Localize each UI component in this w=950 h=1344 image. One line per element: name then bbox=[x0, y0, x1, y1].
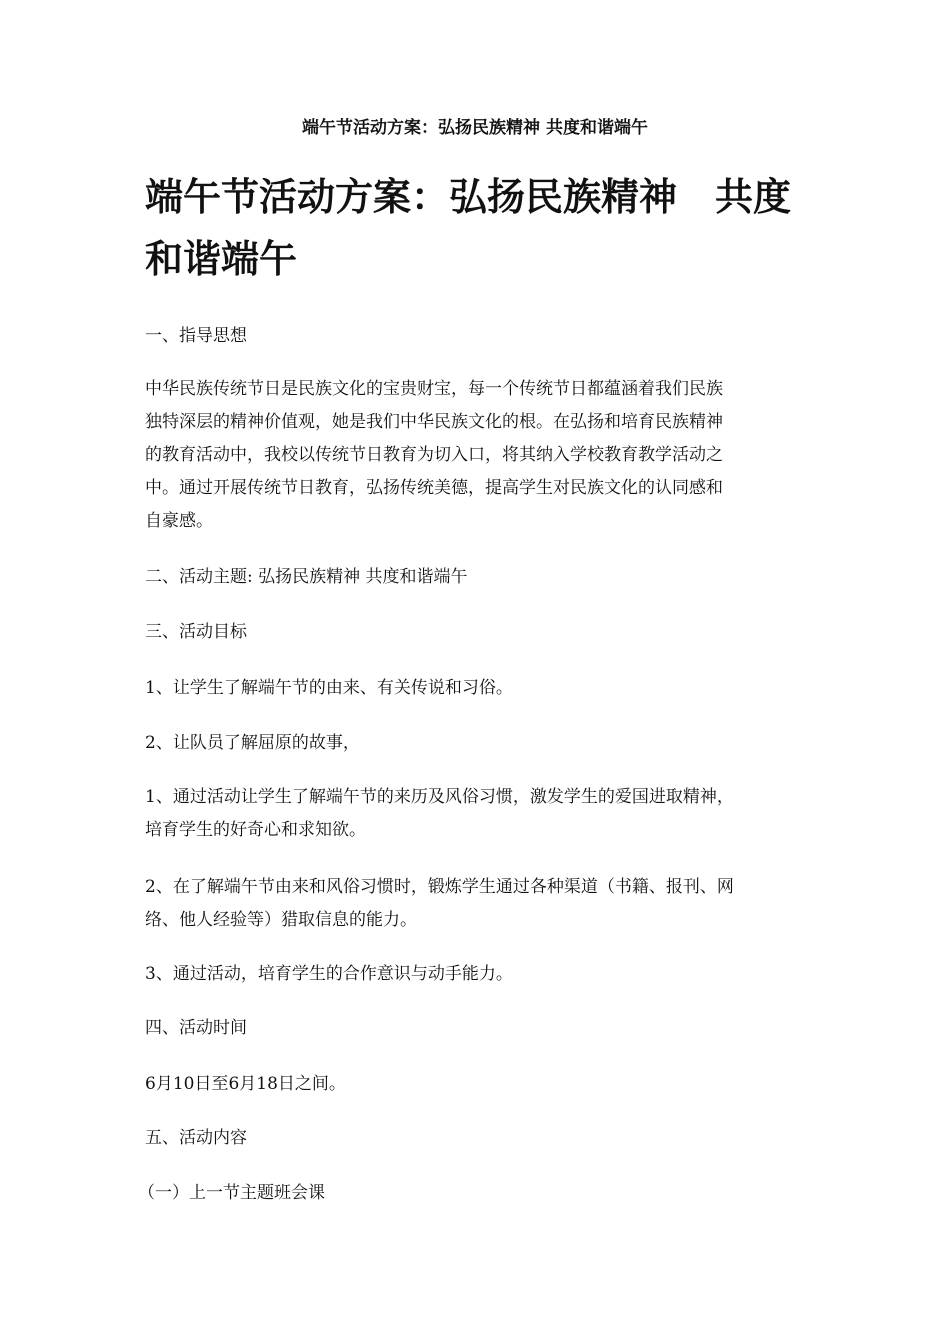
paragraph-line: 中华民族传统节日是民族文化的宝贵财宝，每一个传统节日都蕴涵着我们民族 bbox=[145, 379, 723, 399]
goal-item bbox=[145, 871, 810, 937]
document-title bbox=[145, 166, 810, 290]
activity-dates: 6月10日至6月18日之间。 bbox=[145, 1074, 346, 1094]
running-header: 端午节活动方案：弘扬民族精神 共度和谐端午 bbox=[302, 118, 648, 138]
title-line-1: 端午节活动方案：弘扬民族精神 共度 bbox=[145, 175, 792, 219]
goal-item: 3、通过活动，培育学生的合作意识与动手能力。 bbox=[145, 964, 513, 984]
paragraph-line: 独特深层的精神价值观，她是我们中华民族文化的根。在弘扬和培育民族精神 bbox=[145, 412, 723, 432]
goal-item bbox=[145, 781, 810, 847]
section-heading-goals: 三、活动目标 bbox=[145, 622, 247, 642]
section-heading-theme: 二、活动主题: 弘扬民族精神 共度和谐端午 bbox=[145, 567, 468, 587]
title-line-2: 和谐端午 bbox=[145, 237, 298, 281]
paragraph-line: 自豪感。 bbox=[145, 511, 213, 531]
goal-item: 1、让学生了解端午节的由来、有关传说和习俗。 bbox=[145, 678, 513, 698]
paragraph-line: 培育学生的好奇心和求知欲。 bbox=[145, 820, 366, 840]
section-heading-time: 四、活动时间 bbox=[145, 1018, 247, 1038]
content-subheading: （一）上一节主题班会课 bbox=[138, 1183, 325, 1203]
paragraph-line: 1、通过活动让学生了解端午节的来历及风俗习惯，激发学生的爱国进取精神， bbox=[145, 787, 734, 807]
goal-item: 2、让队员了解屈原的故事， bbox=[145, 733, 360, 753]
paragraph-guiding-ideology bbox=[145, 373, 810, 538]
section-heading-content: 五、活动内容 bbox=[145, 1128, 247, 1148]
paragraph-line: 中。通过开展传统节日教育，弘扬传统美德，提高学生对民族文化的认同感和 bbox=[145, 478, 723, 498]
paragraph-line: 2、在了解端午节由来和风俗习惯时，锻炼学生通过各种渠道（书籍、报刊、网 bbox=[145, 877, 734, 897]
paragraph-line: 络、他人经验等）猎取信息的能力。 bbox=[145, 910, 417, 930]
paragraph-line: 的教育活动中，我校以传统节日教育为切入口，将其纳入学校教育教学活动之 bbox=[145, 445, 723, 465]
section-heading-guiding-ideology: 一、指导思想 bbox=[145, 326, 247, 346]
